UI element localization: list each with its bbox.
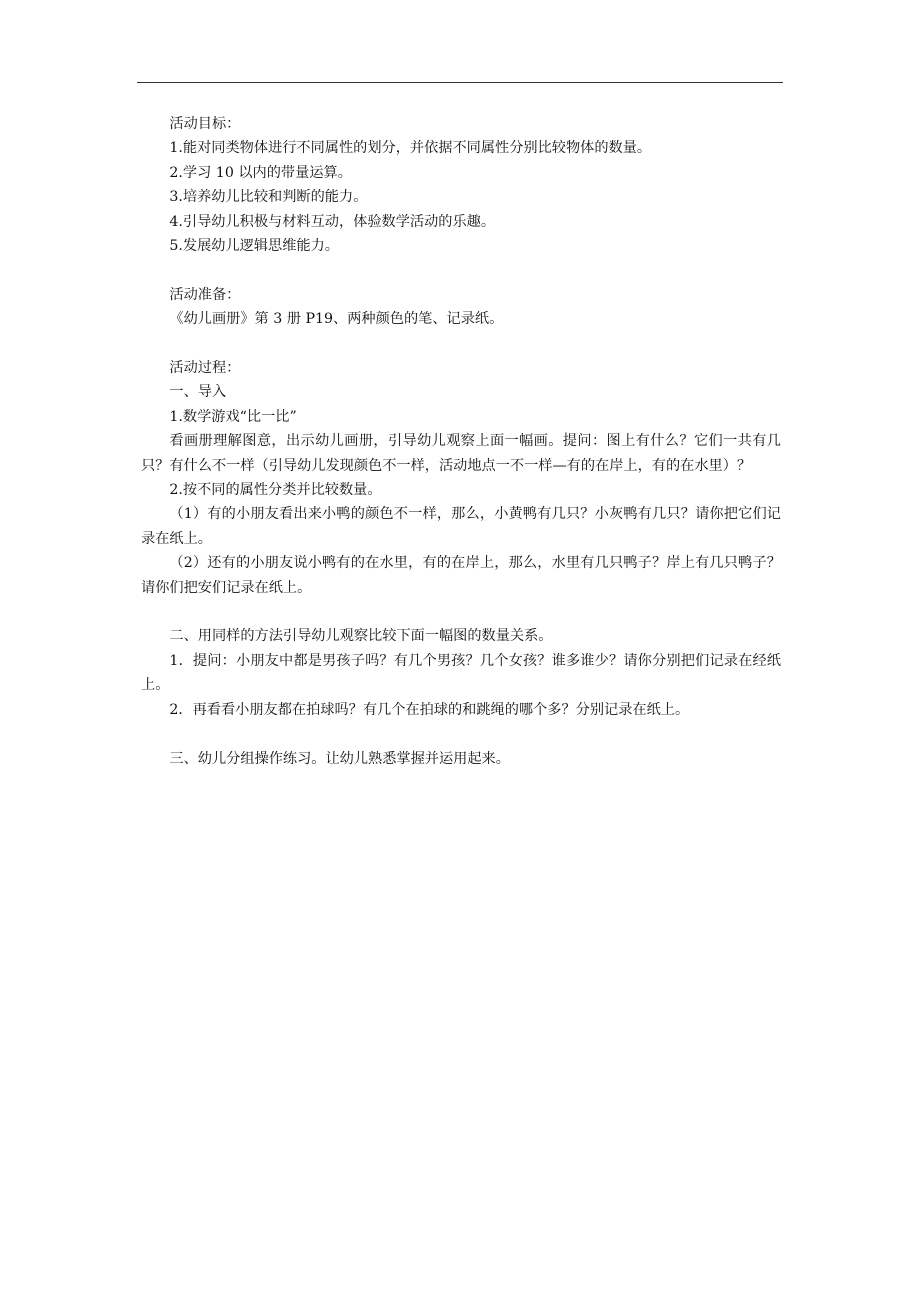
section2-item2: 2．再看看小朋友都在拍球吗？有几个在拍球的和跳绳的哪个多？分别记录在纸上。 [169,701,690,718]
section1-step2-item1: （1）有的小朋友看出来小鸭的颜色不一样，那么，小黄鸭有几只？小灰鸭有几只？请你把它们记录在纸上。 [141,506,781,547]
spacer [141,722,781,746]
header-rule [137,82,783,83]
section2-item1: 1．提问：小朋友中都是男孩子吗？有几个男孩？几个女孩？谁多谁少？请你分别把们记录在经纸上。 [141,652,781,694]
goal-item-5: 5.发展幼儿逻辑思维能力。 [169,238,339,255]
process-heading: 活动过程： [169,360,241,377]
spacer [141,258,781,282]
section1-step2-title: 2.按不同的属性分类并比较数量。 [169,482,382,499]
goal-item-1: 1.能对同类物体进行不同属性的划分，并依据不同属性分别比较物体的数量。 [169,140,652,157]
spacer [141,332,781,356]
section1-step1-text: 看画册理解图意，出示幼儿画册，引导幼儿观察上面一幅画。提问：图上有什么？它们一共有几只？有什么不一样（引导幼儿发现颜色不一样，活动地点一不一样—有的在岸上，有的在水里）？ [141,433,781,474]
goals-heading: 活动目标： [169,116,241,132]
document-body [141,112,781,771]
section2-title: 二、用同样的方法引导幼儿观察比较下面一幅图的数量关系。 [169,628,553,645]
preparation-text: 《幼儿画册》第 3 册 P19、两种颜色的笔、记录纸。 [169,311,504,328]
spacer [141,600,781,624]
section1-step2-item2: （2）还有的小朋友说小鸭有的在水里，有的在岸上，那么，水里有几只鸭子？岸上有几只鸭子？请你们把安们记录在纸上。 [141,555,781,596]
preparation-heading: 活动准备： [169,286,241,303]
section1-step1-title: 1.数学游戏“比一比” [169,408,297,425]
goal-item-3: 3.培养幼儿比较和判断的能力。 [169,189,368,206]
goal-item-4: 4.引导幼儿积极与材料互动，体验数学活动的乐趣。 [169,213,496,230]
section1-title: 一、导入 [169,384,227,401]
goal-item-2: 2.学习 10 以内的带量运算。 [169,164,352,181]
section3-title: 三、幼儿分组操作练习。让幼儿熟悉掌握并运用起来。 [169,750,510,767]
